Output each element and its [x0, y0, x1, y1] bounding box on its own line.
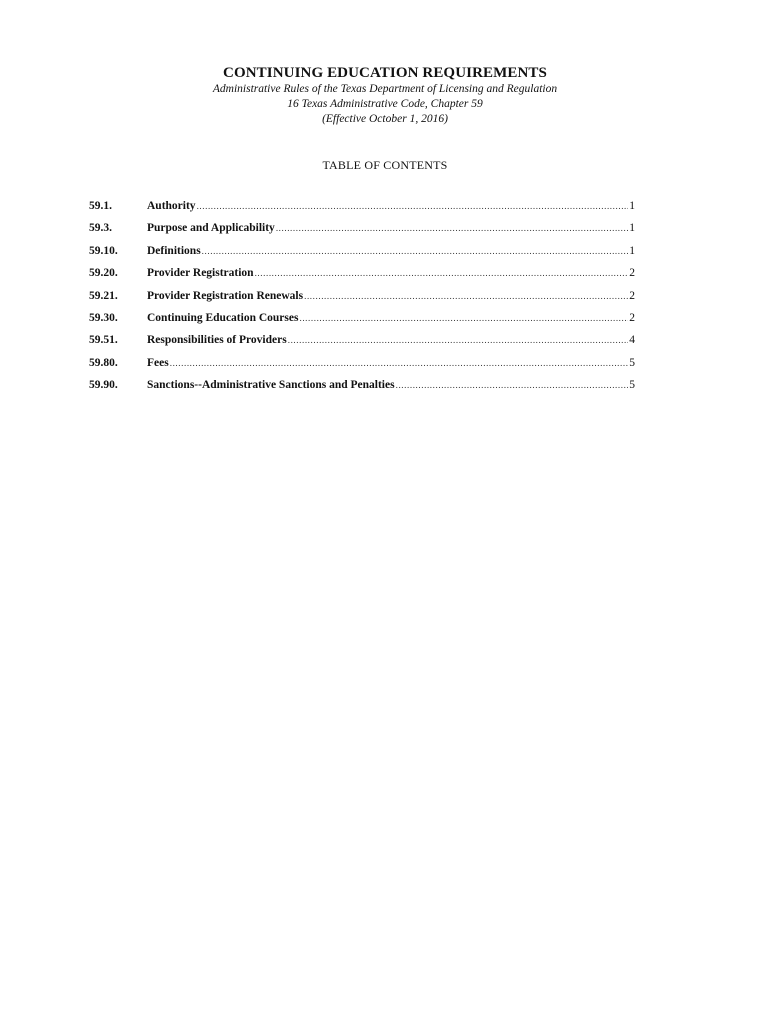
document-title: CONTINUING EDUCATION REQUIREMENTS: [223, 65, 547, 81]
toc-dot-leader: [299, 313, 628, 323]
toc-entry-number: 59.20.: [89, 267, 118, 280]
toc-entry-page: 4: [629, 334, 635, 347]
toc-entry-label: Fees: [147, 356, 169, 369]
toc-entry-page: 1: [629, 222, 635, 235]
toc-dot-leader: [288, 335, 629, 345]
effective-date-line: (Effective October 1, 2016): [322, 113, 448, 125]
agency-line: Administrative Rules of the Texas Department of Licensing and Regulation: [212, 83, 558, 95]
toc-entry-number: 59.1.: [89, 200, 112, 212]
toc-entry-number: 59.80.: [89, 356, 118, 369]
toc-entry-authority[interactable]: [89, 200, 635, 222]
toc-entry-label: Definitions: [147, 244, 201, 257]
toc-entry-definitions[interactable]: [89, 245, 635, 267]
toc-entry-continuing-education-courses[interactable]: [89, 312, 635, 334]
code-chapter-line: 16 Texas Administrative Code, Chapter 59: [287, 98, 483, 110]
toc-entry-label: Sanctions--Administrative Sanctions and Penalties: [147, 379, 395, 392]
toc-entry-number: 59.21.: [89, 289, 118, 302]
toc-heading: TABLE OF CONTENTS: [322, 158, 448, 172]
toc-entry-number: 59.90.: [89, 379, 118, 392]
toc-entry-provider-registration[interactable]: [89, 267, 635, 289]
document-header: [0, 64, 770, 127]
toc-dot-leader: [255, 268, 629, 278]
toc-entry-label: Authority: [147, 200, 196, 212]
toc-entry-sanctions[interactable]: [89, 379, 635, 401]
toc-entry-page: 5: [629, 356, 635, 369]
toc-dot-leader: [304, 291, 628, 301]
toc-entry-label: Provider Registration: [147, 267, 254, 280]
toc-entry-number: 59.3.: [89, 222, 112, 235]
toc-entry-page: 1: [629, 200, 635, 212]
toc-dot-leader: [396, 380, 629, 390]
toc-dot-leader: [202, 246, 629, 256]
toc-dot-leader: [170, 358, 629, 368]
toc-entry-label: Responsibilities of Providers: [147, 334, 287, 347]
toc-entry-label: Purpose and Applicability: [147, 222, 275, 235]
toc-entry-number: 59.30.: [89, 311, 118, 324]
toc-dot-leader: [276, 223, 628, 233]
toc-entry-responsibilities-of-providers[interactable]: [89, 334, 635, 356]
toc-entry-page: 2: [629, 311, 635, 324]
toc-entry-page: 1: [629, 244, 635, 257]
toc-entry-label: Continuing Education Courses: [147, 311, 299, 324]
toc-entry-label: Provider Registration Renewals: [147, 289, 304, 302]
toc-entry-fees[interactable]: [89, 357, 635, 379]
toc-entry-page: 5: [629, 379, 635, 392]
toc-entry-number: 59.51.: [89, 334, 118, 347]
toc-entry-purpose-and-applicability[interactable]: [89, 222, 635, 244]
toc-entry-page: 2: [629, 289, 635, 302]
toc-entry-provider-registration-renewals[interactable]: [89, 290, 635, 312]
toc-entry-page: 2: [629, 267, 635, 280]
toc-dot-leader: [197, 201, 629, 211]
table-of-contents: [89, 200, 635, 402]
toc-entry-number: 59.10.: [89, 244, 118, 257]
